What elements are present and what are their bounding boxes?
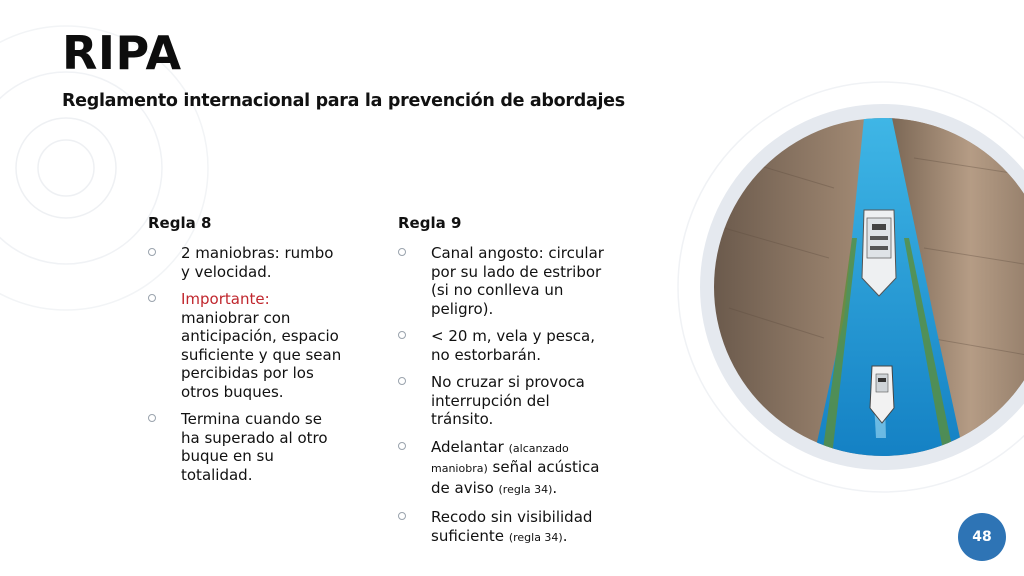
list-item: Adelantar (alcanzado maniobra) señal acústica de aviso (regla 34). <box>398 438 608 500</box>
bullet-icon <box>398 377 406 385</box>
rule-9-list <box>398 244 608 547</box>
bullet-icon <box>148 294 156 302</box>
bullet-icon <box>148 414 156 422</box>
bullet-icon <box>398 442 406 450</box>
list-item: Importante: maniobrar con anticipación, espacio suficiente y que sean percibidas por los otros buques. <box>148 290 343 401</box>
list-item: Recodo sin visibilidad suficiente (regla 34). <box>398 508 608 547</box>
rule-9-column <box>398 214 608 556</box>
rule-8-column <box>148 214 343 493</box>
list-item: No cruzar si provoca interrupción del tránsito. <box>398 373 608 429</box>
bullet-icon <box>148 248 156 256</box>
rule-8-list <box>148 244 343 484</box>
rule-9-heading: Regla 9 <box>398 214 462 232</box>
list-item: Termina cuando se ha superado al otro buque en su totalidad. <box>148 410 343 484</box>
bullet-icon <box>398 331 406 339</box>
page-number-badge: 48 <box>958 513 1006 561</box>
page-title: RIPA <box>62 26 182 80</box>
bullet-icon <box>398 248 406 256</box>
list-item: Canal angosto: circular por su lado de estribor (si no conlleva un peligro). <box>398 244 608 318</box>
bullet-icon <box>398 512 406 520</box>
page-subtitle: Reglamento internacional para la prevención de abordajes <box>62 91 625 111</box>
ship-icon <box>862 210 896 296</box>
highlight-text: Importante: <box>181 290 270 308</box>
list-item: 2 maniobras: rumbo y velocidad. <box>148 244 343 281</box>
list-item: < 20 m, vela y pesca, no estorbarán. <box>398 327 608 364</box>
rule-8-heading: Regla 8 <box>148 214 212 232</box>
